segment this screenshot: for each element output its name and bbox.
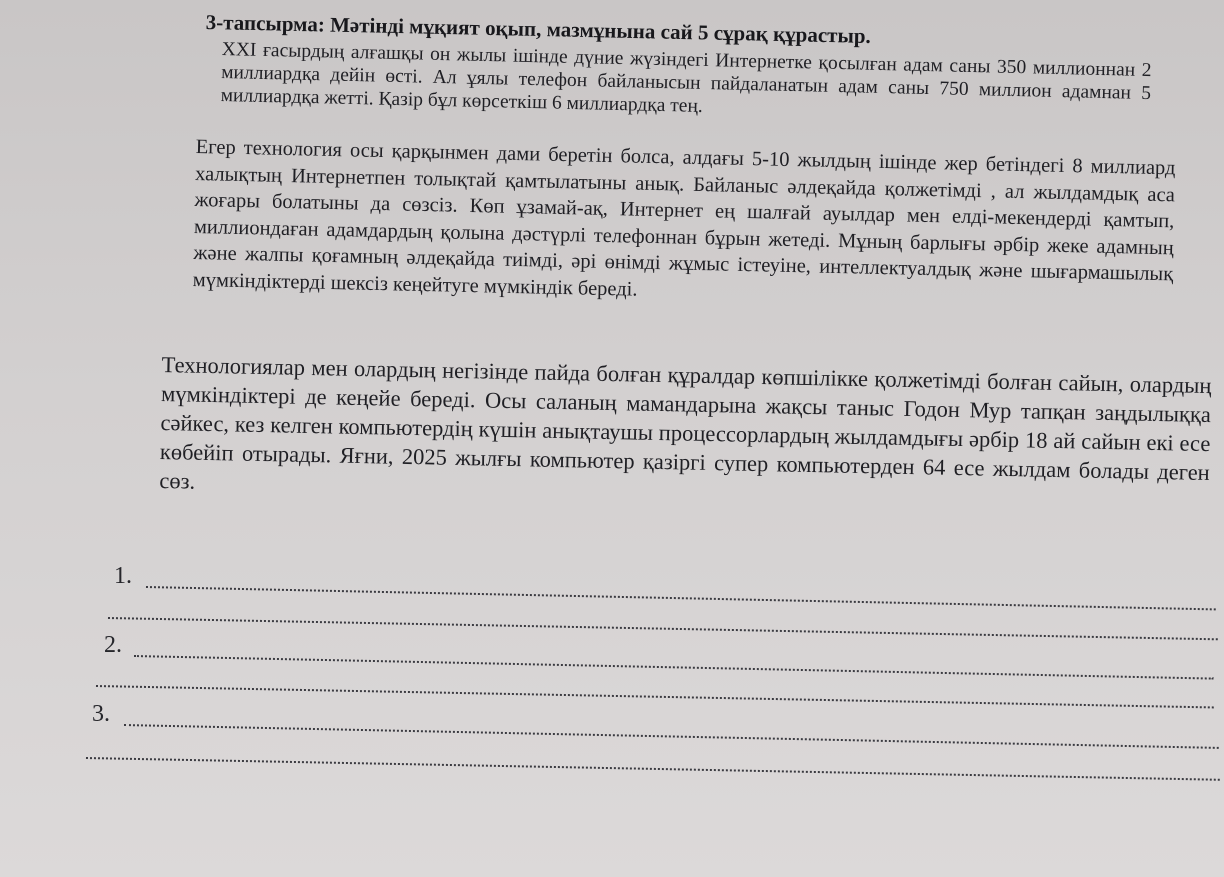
answer-line[interactable] bbox=[134, 655, 1214, 680]
task-title: 3-тапсырма: Мәтінді мұқият оқып, мазмұнына сай 5 сұрақ құрастыр. bbox=[205, 10, 872, 48]
paragraph-3: Технологиялар мен олардың негізінде пайда болған құралдар көпшілікке қолжетімді болған сайын, олардың мүмкіндіктері де кеңейе береді. Осы саланың мамандарына жақсы таныс Годон Мур тапқан заңдылыққа сәйкес, кез келген компьютердің күшін анықтаушы процессорлардың жылдамдығы әрбір 18 ай сайын екі есе көбейіп отырады. Яғни, 2025 жылғы компьютер қазіргі супер компьютерден 64 есе жылдам болады деген сөз. bbox=[159, 351, 1212, 494]
answer-line[interactable] bbox=[108, 617, 1218, 640]
answer-number-1: 1. bbox=[114, 563, 132, 589]
answer-line[interactable] bbox=[96, 685, 1214, 708]
paragraph-1: XXI ғасырдың алғашқы он жылы ішінде дүние жүзіндегі Интернетке қосылған адам саны 350 миллионнан 2 миллиардқа дейін өсті. Ал ұялы телефон байланысын пайдаланатын адам саны 750 миллион адамнан 5 миллиардқа жетті. Қазір бұл көрсеткіш 6 миллиардқа тең. bbox=[220, 38, 1152, 117]
paragraph-2: Егер технология осы қарқынмен дами беретін болса, алдағы 5-10 жылдың ішінде жер бетіндегі 8 миллиард халықтың Интернетпен толықтай қамтылатыны анық. Байланыс әлдеқайда қолжетімді , ал жылдамдық аса жоғары болатыны да сөзсіз. Көп ұзамай-ақ, Интернет ең шалғай ауылдар мен елді-мекендерді қамтып, миллиондаған адамдардың қолына дәстүрлі телефоннан бұрын жетеді. Мұның барлығы әрбір жеке адамның және жалпы қоғамның әлдеқайда тиімді, әрі өнімді жұмыс істеуіне, интеллектуалдық және шығармашылық мүмкіндіктерді шексіз кеңейтуге мүмкіндік береді. bbox=[192, 135, 1176, 301]
answer-line[interactable] bbox=[86, 757, 1220, 781]
answer-number-3: 3. bbox=[92, 701, 110, 727]
answer-number-2: 2. bbox=[104, 632, 122, 658]
answer-line[interactable] bbox=[146, 586, 1216, 610]
answer-line[interactable] bbox=[124, 724, 1219, 749]
